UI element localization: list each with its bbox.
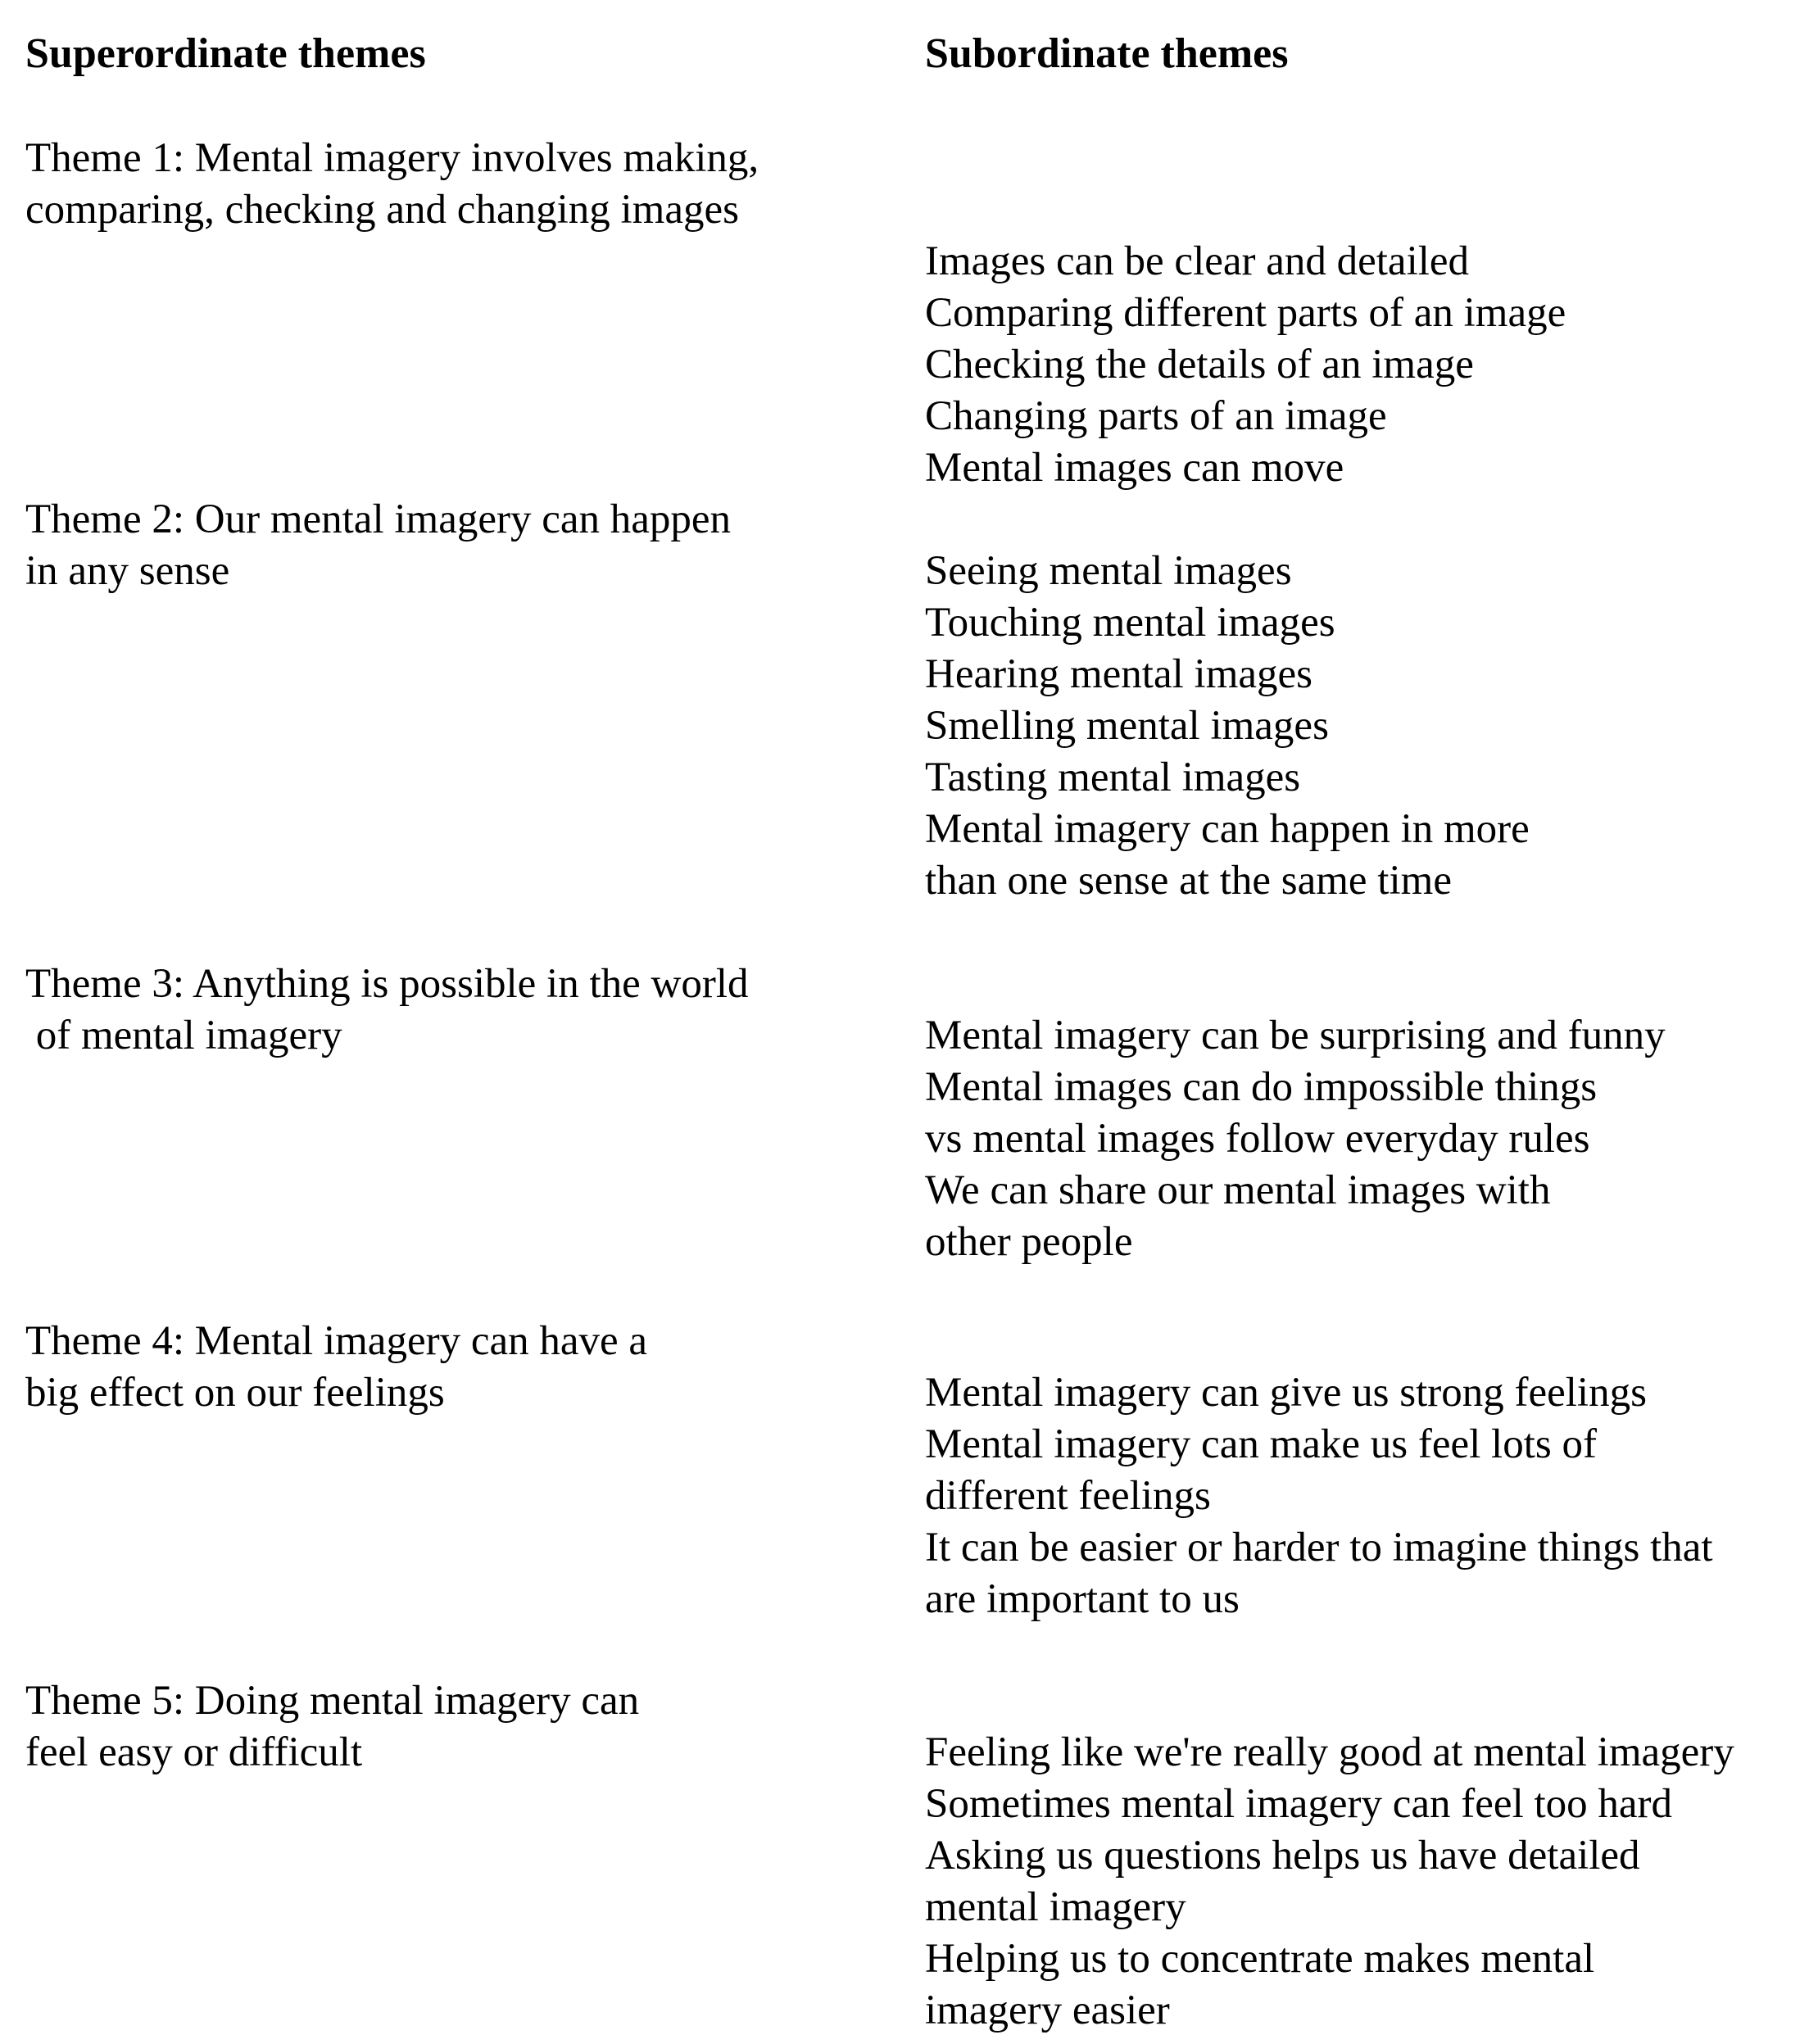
theme-2-subtheme: Mental imagery can happen in more [925, 806, 1530, 852]
theme-4-title-line-2: big effect on our feelings [25, 1370, 445, 1416]
theme-4-subtheme: different feelings [925, 1473, 1211, 1519]
theme-1-title-line-1: Theme 1: Mental imagery involves making, [25, 135, 759, 181]
theme-5-subtheme: Helping us to concentrate makes mental [925, 1936, 1595, 1982]
superordinate-header: Superordinate themes [25, 30, 426, 77]
theme-2-title-line-1: Theme 2: Our mental imagery can happen [25, 496, 731, 542]
theme-4-subtheme: It can be easier or harder to imagine things that [925, 1525, 1713, 1570]
theme-1-title-line-2: comparing, checking and changing images [25, 187, 739, 233]
theme-3-subtheme: Mental images can do impossible things [925, 1064, 1598, 1110]
theme-3-title-line-1: Theme 3: Anything is possible in the world [25, 961, 749, 1007]
theme-4-subtheme: Mental imagery can make us feel lots of [925, 1421, 1597, 1467]
theme-4-subtheme: are important to us [925, 1576, 1240, 1622]
theme-3-subtheme: We can share our mental images with [925, 1167, 1551, 1213]
theme-1-subtheme: Checking the details of an image [925, 342, 1474, 387]
theme-3-subtheme: vs mental images follow everyday rules [925, 1116, 1590, 1162]
theme-1-subtheme: Mental images can move [925, 445, 1344, 491]
theme-1-subtheme: Changing parts of an image [925, 393, 1387, 439]
theme-5-subtheme: mental imagery [925, 1884, 1186, 1930]
theme-5-subtheme: Feeling like we're really good at mental imagery [925, 1729, 1734, 1775]
theme-5-subtheme: Sometimes mental imagery can feel too hard [925, 1781, 1673, 1827]
theme-2-subtheme: Touching mental images [925, 600, 1335, 646]
theme-5-title-line-1: Theme 5: Doing mental imagery can [25, 1678, 640, 1724]
theme-3-subtheme: other people [925, 1219, 1133, 1265]
theme-4-title-line-1: Theme 4: Mental imagery can have a [25, 1318, 647, 1364]
theme-2-title-line-2: in any sense [25, 548, 230, 594]
theme-2-subtheme: Hearing mental images [925, 651, 1312, 697]
theme-1-subtheme: Comparing different parts of an image [925, 290, 1566, 336]
theme-4-subtheme: Mental imagery can give us strong feelings [925, 1370, 1647, 1416]
theme-3-title-line-2: of mental imagery [25, 1013, 342, 1058]
theme-5-subtheme: Asking us questions helps us have detailed [925, 1833, 1640, 1879]
theme-5-title-line-2: feel easy or difficult [25, 1729, 363, 1775]
theme-3-subtheme: Mental imagery can be surprising and funny [925, 1013, 1666, 1058]
theme-1-subtheme: Images can be clear and detailed [925, 238, 1470, 284]
subordinate-header: Subordinate themes [925, 30, 1289, 77]
theme-2-subtheme: Smelling mental images [925, 703, 1329, 749]
theme-5-subtheme: imagery easier [925, 1987, 1170, 2033]
theme-2-subtheme: Seeing mental images [925, 548, 1292, 594]
theme-2-subtheme: than one sense at the same time [925, 858, 1452, 904]
theme-2-subtheme: Tasting mental images [925, 755, 1301, 800]
